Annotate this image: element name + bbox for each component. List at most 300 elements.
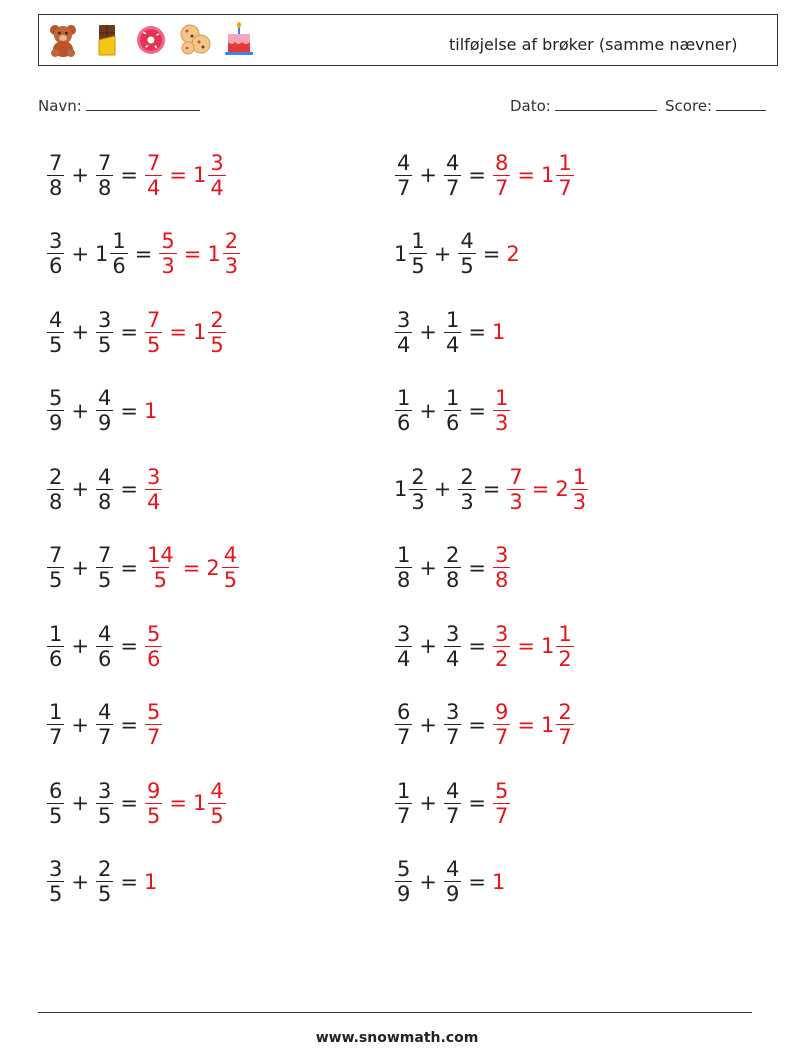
addend-a-fraction [47,779,64,828]
answer-part-whole: 1 [192,791,207,815]
addend-b-denominator: 6 [97,646,112,671]
equals-sign: = [468,791,486,815]
answer-part-fraction [208,151,225,200]
answer-part-fraction [208,308,225,357]
answer-part-whole: 1 [192,163,207,187]
worksheet-title: tilføjelse af brøker (samme nævner) [449,35,738,54]
addend-a-numerator: 3 [397,307,411,332]
problem-row [394,297,506,367]
addend-a-denominator: 7 [397,803,411,828]
addend-b-numerator: 4 [445,857,460,881]
plus-sign: + [71,791,89,815]
answer-part-denominator: 2 [558,646,572,671]
answer [492,151,575,200]
answer-part-denominator: 5 [210,803,224,828]
addend-a-numerator: 5 [49,386,63,410]
addend-a-numerator: 1 [397,778,411,803]
addend-a-numerator: 1 [397,386,411,410]
answer [492,779,511,828]
addend-a-numerator: 6 [397,700,411,724]
answer-part-fraction [493,779,510,828]
problem-row [46,768,227,838]
name-field [38,96,200,115]
addend-a-denominator: 7 [49,725,63,749]
answer-part-numerator: 3 [494,543,509,567]
equals-sign: = [120,477,138,501]
cookies-icon [179,22,211,58]
birthday-cake-icon [223,22,255,58]
plus-sign: + [419,398,437,423]
addend-b-fraction [444,857,461,906]
answer-equals-sign: = [183,241,202,266]
addend-a-denominator: 4 [397,332,411,357]
equals-sign: = [120,163,138,187]
problem-row [46,297,227,367]
addend-a-numerator: 1 [411,229,425,253]
addend-a-whole: 1 [394,477,408,501]
equals-sign: = [120,712,138,737]
addend-a-numerator: 1 [49,700,63,724]
answer-equals-sign: = [169,320,187,344]
answer-part-denominator: 3 [494,411,509,435]
addend-a-denominator: 7 [397,175,411,200]
addend-b-denominator: 5 [97,882,112,906]
addend-b-numerator: 7 [97,543,112,567]
answer-part-numerator: 1 [572,464,587,489]
score-line[interactable] [716,96,766,111]
addend-b-numerator: 4 [445,778,460,803]
score-field [665,96,766,115]
answer-equals-sign: = [517,634,535,658]
answer-part-denominator: 4 [146,175,161,200]
problem-row [394,140,575,210]
answer-equals-sign: = [517,712,535,737]
addend-a-denominator: 6 [49,646,63,671]
answer-part-fraction [145,465,162,514]
addend-a-denominator: 5 [49,803,63,828]
answer-part-whole: 1 [540,634,555,658]
answer [492,700,575,749]
answer-part-denominator: 5 [223,568,238,592]
addend-b-fraction [458,229,475,278]
answer-part-numerator: 3 [210,150,224,175]
footer-url: www.snowmath.com [315,1030,479,1046]
donut-icon [135,22,167,58]
plus-sign: + [419,555,437,580]
answer [506,242,520,266]
answer-part-denominator: 4 [210,175,224,200]
problem-row [46,140,227,210]
answer-part-fraction [145,622,162,671]
problem-row [394,219,521,289]
answer [144,399,158,423]
problem-row [394,690,575,760]
date-label: Dato: [510,97,551,115]
equals-sign: = [134,241,153,266]
addend-b-fraction [458,465,475,514]
addend-a-denominator: 9 [397,882,411,906]
addend-a-fraction [409,229,426,278]
answer-part-numerator: 3 [494,621,509,646]
answer-part-whole: 1 [143,869,158,894]
addend-b-denominator: 7 [445,175,460,200]
plus-sign: + [71,398,89,423]
answer-part-denominator: 3 [572,489,587,514]
addend-a-fraction [395,386,412,435]
answer [144,308,227,357]
answer-part-whole: 1 [540,163,555,187]
answer-part-whole: 1 [491,320,506,344]
addend-a-denominator: 4 [397,646,411,671]
addend-b-numerator: 2 [445,543,460,567]
teddy-bear-icon [47,22,79,58]
problem-row [394,611,575,681]
addend-a-numerator: 1 [49,621,63,646]
addend-a-numerator: 4 [397,150,411,175]
problem-row [46,454,163,524]
answer-part-fraction [493,543,510,592]
addend-a-fraction [47,700,64,749]
answer-part-denominator: 7 [558,725,572,749]
answer-part-whole: 1 [491,869,506,894]
addend-b-whole: 1 [94,241,109,266]
plus-sign: + [71,320,89,344]
problem-row [394,454,589,524]
answer-part-fraction [159,229,176,278]
plus-sign: + [71,712,89,737]
answer [144,543,240,592]
addend-b-denominator: 6 [445,411,460,435]
addend-b-numerator: 2 [97,857,112,881]
answer-part-fraction [145,151,162,200]
equals-sign: = [468,712,486,737]
addend-b-fraction [96,857,113,906]
equals-sign: = [468,398,486,423]
addend-a-fraction [395,700,412,749]
answer [144,465,163,514]
answer-part-whole: 2 [506,241,520,266]
equals-sign: = [120,320,138,344]
addend-b-numerator: 3 [97,778,112,803]
answer-part-fraction [571,465,588,514]
addend-b-numerator: 4 [445,150,460,175]
answer-part-numerator: 5 [494,778,509,803]
addend-a-fraction [395,151,412,200]
answer-part-numerator: 4 [210,778,224,803]
answer-part-fraction [493,386,510,435]
answer-part-numerator: 7 [146,307,161,332]
addend-a-numerator: 5 [397,857,411,881]
addend-a-fraction [47,151,64,200]
answer-part-numerator: 2 [558,700,572,724]
problem-row [46,690,163,760]
problem-row [394,376,511,446]
answer-equals-sign: = [169,163,187,187]
answer-part-numerator: 8 [494,150,509,175]
addend-a-whole: 1 [394,241,408,266]
plus-sign: + [419,791,437,815]
addend-b-fraction [96,151,113,200]
addend-b-fraction [110,229,127,278]
addend-b-numerator: 3 [445,621,460,646]
answer-part-numerator: 5 [161,229,175,253]
addend-a-denominator: 5 [411,254,425,278]
answer [492,622,575,671]
addend-a-fraction [47,857,64,906]
answer-part-denominator: 7 [494,175,509,200]
addend-b-numerator: 7 [97,150,112,175]
date-line[interactable] [555,96,657,111]
addend-a-denominator: 6 [397,411,411,435]
addend-a-denominator: 6 [49,254,63,278]
addend-b-fraction [444,386,461,435]
plus-sign: + [419,869,437,894]
addend-a-numerator: 3 [49,857,63,881]
equals-sign: = [482,477,501,501]
addend-a-numerator: 7 [49,150,63,175]
answer [492,320,506,344]
answer-part-denominator: 8 [494,568,509,592]
addend-a-denominator: 5 [49,882,63,906]
addend-b-fraction [96,700,113,749]
addend-a-denominator: 7 [397,725,411,749]
equals-sign: = [120,791,138,815]
equals-sign: = [120,869,138,894]
addend-b-fraction [96,386,113,435]
answer-equals-sign: = [517,163,535,187]
equals-sign: = [468,869,486,894]
answer-equals-sign: = [169,791,187,815]
answer-part-whole: 2 [206,555,220,580]
answer [144,870,158,894]
addend-a-fraction [395,622,412,671]
equals-sign: = [482,241,501,266]
answer-part-denominator: 7 [146,725,161,749]
answer-part-whole: 1 [540,712,555,737]
plus-sign: + [419,634,437,658]
problem-row [394,847,506,917]
addend-a-denominator: 8 [397,568,411,592]
answer-part-fraction [208,779,225,828]
answer-part-numerator: 3 [146,464,161,489]
addend-b-denominator: 7 [445,725,460,749]
addend-a-numerator: 1 [397,543,411,567]
addend-a-fraction [47,465,64,514]
addend-a-numerator: 3 [397,621,411,646]
addend-b-denominator: 8 [97,489,112,514]
addend-b-denominator: 9 [97,411,112,435]
answer-part-whole: 1 [192,320,207,344]
addend-b-denominator: 8 [97,175,112,200]
addend-b-denominator: 8 [445,568,460,592]
plus-sign: + [433,477,452,501]
answer [506,465,589,514]
plus-sign: + [71,869,89,894]
addend-b-fraction [444,779,461,828]
addend-b-numerator: 3 [97,307,112,332]
addend-a-fraction [395,857,412,906]
addend-a-numerator: 3 [49,229,63,253]
addend-a-numerator: 6 [49,778,63,803]
answer-part-denominator: 5 [210,332,224,357]
plus-sign: + [419,163,437,187]
answer-part-denominator: 3 [509,489,523,514]
addend-b-fraction [96,308,113,357]
addend-a-fraction [395,308,412,357]
answer-part-denominator: 5 [146,803,161,828]
addend-a-numerator: 4 [49,307,63,332]
addend-a-denominator: 9 [49,411,63,435]
addend-a-denominator: 8 [49,175,63,200]
equals-sign: = [120,398,138,423]
answer [492,870,506,894]
addend-b-fraction [96,779,113,828]
answer-part-numerator: 14 [146,543,174,567]
addend-a-denominator: 3 [411,489,425,514]
plus-sign: + [71,163,89,187]
addend-b-fraction [444,308,461,357]
answer-part-fraction [222,543,239,592]
plus-sign: + [71,241,89,266]
addend-a-numerator: 2 [49,464,63,489]
answer-part-denominator: 4 [146,489,161,514]
footer-divider [38,1012,752,1013]
addend-a-fraction [47,386,64,435]
plus-sign: + [71,555,89,580]
addend-b-fraction [96,465,113,514]
answer-part-fraction [145,308,162,357]
answer-part-fraction [493,151,510,200]
addend-b-numerator: 3 [445,700,460,724]
answer-part-whole: 1 [143,398,158,423]
addend-b-fraction [96,622,113,671]
addend-b-denominator: 5 [97,568,112,592]
equals-sign: = [468,320,486,344]
answer-part-denominator: 2 [494,646,509,671]
addend-a-fraction [395,779,412,828]
answer-part-fraction [145,700,162,749]
name-label: Navn: [38,97,82,115]
answer-part-numerator: 1 [494,386,509,410]
answer-part-fraction [556,151,573,200]
answer-part-numerator: 2 [210,307,224,332]
answer-part-denominator: 5 [146,332,161,357]
answer-part-numerator: 5 [146,621,161,646]
answer-part-denominator: 3 [161,254,175,278]
answer-part-numerator: 5 [146,700,161,724]
addend-a-fraction [47,308,64,357]
name-line[interactable] [86,96,200,111]
equals-sign: = [468,555,486,580]
answer-part-fraction [493,622,510,671]
problem-row [46,376,158,446]
answer-part-fraction [493,700,510,749]
plus-sign: + [433,241,452,266]
addend-b-numerator: 2 [460,464,474,489]
answer [144,151,227,200]
date-field [510,96,657,115]
problem-row [46,219,241,289]
addend-b-denominator: 5 [460,254,474,278]
answer-part-fraction [556,700,573,749]
answer-part-numerator: 2 [224,229,239,253]
addend-a-fraction [395,543,412,592]
addend-b-fraction [444,151,461,200]
answer [144,779,227,828]
header-icons [47,22,255,58]
answer-part-numerator: 1 [558,150,572,175]
addend-a-fraction [409,465,426,514]
score-label: Score: [665,97,713,115]
answer-part-denominator: 7 [494,725,509,749]
answer-part-denominator: 6 [146,646,161,671]
equals-sign: = [468,634,486,658]
addend-b-numerator: 4 [460,229,474,253]
addend-b-denominator: 5 [97,803,112,828]
addend-b-denominator: 7 [445,803,460,828]
answer [158,229,241,278]
addend-b-numerator: 1 [445,386,460,410]
addend-b-fraction [444,543,461,592]
equals-sign: = [120,555,138,580]
addend-b-denominator: 9 [445,882,460,906]
answer-part-denominator: 7 [558,175,572,200]
addend-a-fraction [47,229,64,278]
answer-equals-sign: = [182,555,201,580]
problem-row [46,611,163,681]
addend-b-numerator: 4 [97,464,112,489]
addend-a-fraction [47,543,64,592]
answer [492,386,511,435]
answer-part-numerator: 9 [494,700,509,724]
addend-a-numerator: 7 [49,543,63,567]
answer [144,700,163,749]
addend-b-numerator: 4 [97,386,112,410]
addend-a-fraction [47,622,64,671]
addend-b-denominator: 5 [97,332,112,357]
problem-row [46,847,158,917]
problem-row [394,768,511,838]
plus-sign: + [71,477,89,501]
answer-part-fraction [223,229,240,278]
addend-a-denominator: 8 [49,489,63,514]
answer-part-fraction [145,779,162,828]
addend-b-denominator: 7 [97,725,112,749]
addend-b-fraction [444,622,461,671]
answer-part-fraction [507,465,524,514]
plus-sign: + [71,634,89,658]
answer-part-fraction [145,543,176,592]
addend-a-denominator: 5 [49,332,63,357]
answer-part-whole: 2 [555,477,569,501]
addend-b-denominator: 4 [445,646,460,671]
answer [144,622,163,671]
addend-b-denominator: 3 [460,489,474,514]
answer-part-numerator: 1 [558,621,572,646]
addend-b-numerator: 4 [97,700,112,724]
answer-part-fraction [556,622,573,671]
addend-b-numerator: 1 [112,229,126,253]
answer-part-denominator: 3 [224,254,239,278]
equals-sign: = [120,634,138,658]
addend-b-numerator: 1 [445,307,460,332]
plus-sign: + [419,712,437,737]
addend-b-denominator: 4 [445,332,460,357]
answer-part-numerator: 7 [509,464,523,489]
answer-part-denominator: 5 [153,568,168,592]
addend-b-fraction [96,543,113,592]
plus-sign: + [419,320,437,344]
